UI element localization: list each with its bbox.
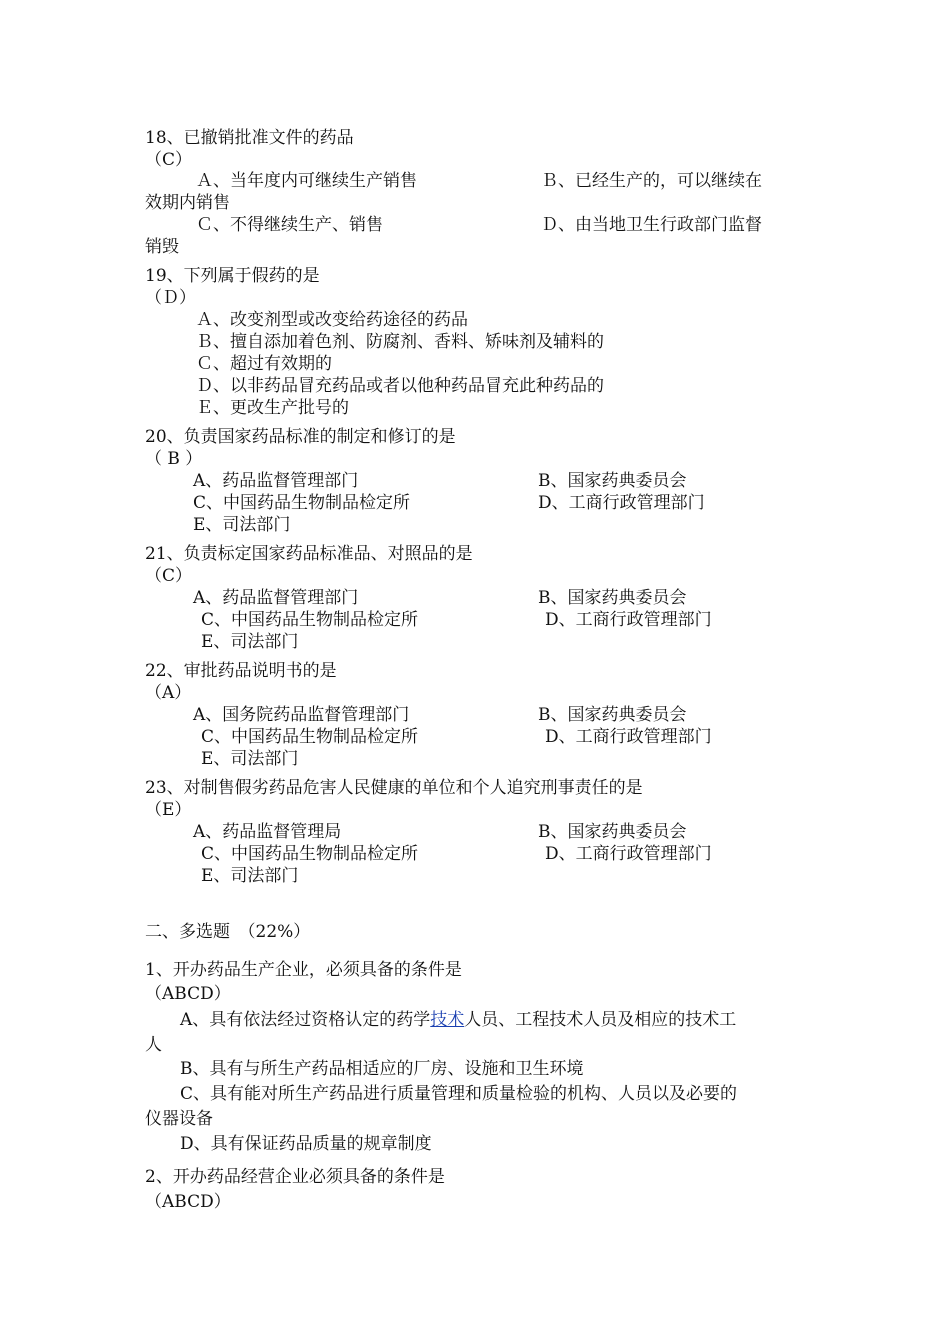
question-19-option-b: Ｂ、擅自添加着色剂、防腐剂、香料、矫味剂及辅料的: [196, 332, 604, 352]
question-20-option-c: C、中国药品生物制品检定所: [193, 493, 411, 513]
multi-question-1-option-b: B、具有与所生产药品相适应的厂房、设施和卫生环境: [180, 1059, 584, 1079]
question-18-option-a: Ａ、当年度内可继续生产销售: [196, 171, 417, 191]
option-a-prefix: A、具有依法经过资格认定的药学: [180, 1010, 431, 1030]
question-22-option-a: A、国务院药品监督管理部门: [193, 705, 410, 725]
technology-link[interactable]: 技术: [430, 1010, 465, 1030]
question-23-option-a: A、药品监督管理局: [193, 822, 342, 842]
multi-question-1-answer: （ABCD）: [145, 984, 231, 1004]
question-22-option-b: B、国家药典委员会: [538, 705, 687, 725]
question-22-option-d: D、工商行政管理部门: [545, 727, 712, 747]
section-heading: 二、多选题 （22%）: [145, 922, 311, 942]
question-21-answer: （C）: [145, 566, 193, 586]
question-21-option-d: D、工商行政管理部门: [545, 610, 712, 630]
question-18-option-b: Ｂ、已经生产的，可以继续在: [541, 171, 762, 191]
question-22-answer: （A）: [145, 683, 192, 703]
multi-question-1-text: 1、开办药品生产企业，必须具备的条件是: [145, 960, 462, 980]
question-20-option-a: A、药品监督管理部门: [193, 471, 359, 491]
question-19-option-a: Ａ、改变剂型或改变给药途径的药品: [196, 310, 468, 330]
question-21-option-c: C、中国药品生物制品检定所: [201, 610, 419, 630]
question-20-answer: （ B ）: [145, 449, 203, 469]
multi-question-1-option-a-wrap: 人: [145, 1035, 162, 1055]
question-19-option-e: Ｅ、更改生产批号的: [196, 398, 349, 418]
question-18-option-c: Ｃ、不得继续生产、销售: [196, 215, 383, 235]
question-19-text: 19、下列属于假药的是: [145, 266, 320, 286]
question-22-option-c: C、中国药品生物制品检定所: [201, 727, 419, 747]
question-18-text: 18、已撤销批准文件的药品: [145, 128, 354, 148]
multi-question-1-option-d: D、具有保证药品质量的规章制度: [180, 1134, 432, 1154]
question-21-option-e: E、司法部门: [201, 632, 299, 652]
question-18-answer: （C）: [145, 150, 193, 170]
question-23-option-c: C、中国药品生物制品检定所: [201, 844, 419, 864]
option-a-suffix: 人员、工程技术人员及相应的技术工: [464, 1010, 737, 1030]
question-21-option-a: A、药品监督管理部门: [193, 588, 359, 608]
question-19-option-d: Ｄ、以非药品冒充药品或者以他种药品冒充此种药品的: [196, 376, 604, 396]
question-23-option-e: E、司法部门: [201, 866, 299, 886]
question-18-option-b-wrap: 效期内销售: [145, 193, 230, 213]
question-21-option-b: B、国家药典委员会: [538, 588, 687, 608]
multi-question-1-option-c-wrap: 仪器设备: [145, 1109, 213, 1129]
multi-question-1-option-a: [180, 1009, 736, 1031]
multi-question-2-text: 2、开办药品经营企业必须具备的条件是: [145, 1167, 445, 1187]
question-22-text: 22、审批药品说明书的是: [145, 661, 337, 681]
question-19-option-c: Ｃ、超过有效期的: [196, 354, 332, 374]
question-20-option-d: D、工商行政管理部门: [538, 493, 705, 513]
question-18-option-d: Ｄ、由当地卫生行政部门监督: [541, 215, 762, 235]
question-20-text: 20、负责国家药品标准的制定和修订的是: [145, 427, 456, 447]
question-19-answer: （Ｄ）: [145, 288, 196, 308]
question-18-option-d-wrap: 销毁: [145, 237, 179, 257]
question-21-text: 21、负责标定国家药品标准品、对照品的是: [145, 544, 473, 564]
question-23-option-d: D、工商行政管理部门: [545, 844, 712, 864]
multi-question-2-answer: （ABCD）: [145, 1192, 231, 1212]
question-23-option-b: B、国家药典委员会: [538, 822, 687, 842]
question-23-answer: （E）: [145, 800, 192, 820]
question-20-option-e: E、司法部门: [193, 515, 291, 535]
question-20-option-b: B、国家药典委员会: [538, 471, 687, 491]
multi-question-1-option-c: C、具有能对所生产药品进行质量管理和质量检验的机构、人员以及必要的: [180, 1084, 738, 1104]
question-23-text: 23、对制售假劣药品危害人民健康的单位和个人追究刑事责任的是: [145, 778, 643, 798]
question-22-option-e: E、司法部门: [201, 749, 299, 769]
